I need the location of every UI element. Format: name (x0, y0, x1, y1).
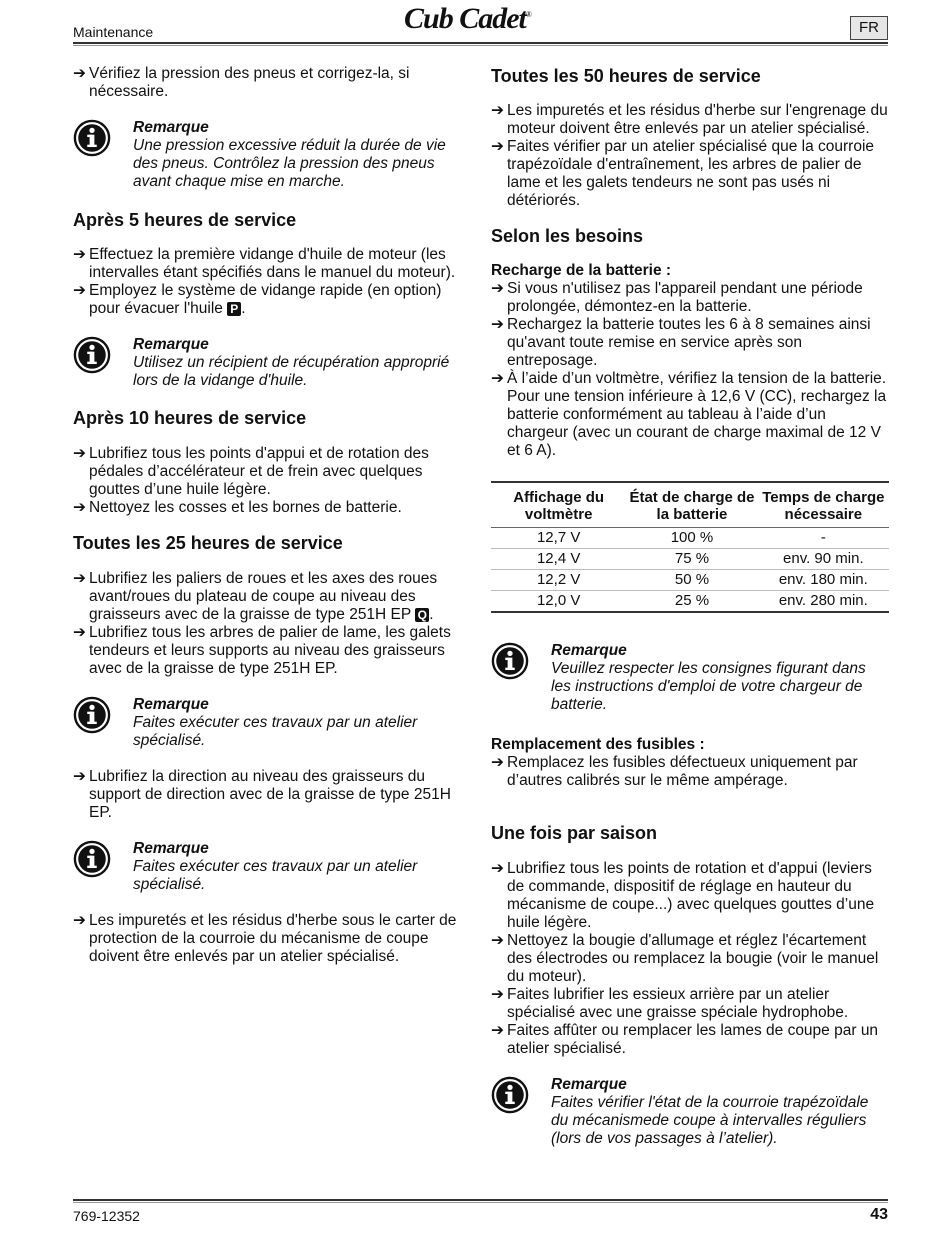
table-cell: 12,4 V (491, 549, 626, 570)
info-icon (73, 119, 111, 157)
bullet-remove-battery: ➔ Si vous n'utilisez pas l'appareil pendant une période prolongée, démontez-en la batterie. (491, 280, 863, 315)
table-row (491, 591, 889, 613)
left-column (73, 65, 471, 966)
table-header: Affichage du voltmètre (491, 482, 626, 528)
arrow-icon: ➔ (73, 445, 86, 462)
note-text: Faites exécuter ces travaux par un atelier spécialisé. (133, 858, 418, 893)
heading-5h: Après 5 heures de service (73, 210, 297, 230)
page-number: 43 (870, 1206, 888, 1223)
note-text: Utilisez un récipient de récupération approprié lors de la vidange d'huile. (133, 354, 450, 389)
arrow-icon: ➔ (491, 138, 504, 155)
arrow-icon: ➔ (491, 986, 504, 1003)
note-tire (73, 119, 471, 191)
table-cell: env. 180 min. (758, 570, 889, 591)
bullet-steering: ➔ Lubrifiez la direction au niveau des graisseurs du support de direction avec de la graisse de type 251H EP. (73, 768, 451, 821)
note-title: Remarque (551, 642, 627, 659)
arrow-icon: ➔ (73, 246, 86, 263)
arrow-icon: ➔ (73, 65, 86, 82)
info-icon (73, 696, 111, 734)
bullet-tire-pressure: ➔ Vérifiez la pression des pneus et corrigez-la, si nécessaire. (73, 65, 410, 100)
bullet-lubricate-pedals: ➔ Lubrifiez tous les points d'appui et de rotation des pédales d’accélérateur et de frein avec quelques gouttes d’une huile légère. (73, 445, 429, 498)
heading-25h: Toutes les 25 heures de service (73, 533, 343, 553)
table-cell: 12,7 V (491, 528, 626, 549)
doc-number: 769-12352 (73, 1208, 140, 1224)
note-title: Remarque (551, 1076, 627, 1093)
info-icon (73, 840, 111, 878)
note-title: Remarque (133, 119, 209, 136)
label-p-icon: P (227, 302, 241, 316)
table-cell: 12,2 V (491, 570, 626, 591)
right-column (491, 65, 889, 1148)
note-text: Une pression excessive réduit la durée de vie des pneus. Contrôlez la pression des pneus avant chaque mise en marche. (133, 137, 446, 190)
header-rule-thin (73, 45, 888, 46)
heading-50h: Toutes les 50 heures de service (491, 66, 761, 86)
arrow-icon: ➔ (491, 280, 504, 297)
info-icon (491, 642, 529, 680)
footer-rule (73, 1199, 888, 1201)
note-container (73, 336, 471, 390)
heading-season: Une fois par saison (491, 823, 658, 843)
arrow-icon: ➔ (73, 912, 86, 929)
table-row (491, 528, 889, 549)
info-icon (491, 1076, 529, 1114)
bullet-recharge: ➔ Rechargez la batterie toutes les 6 à 8 semaines ainsi qu'avant toute remise en service après son entreposage. (491, 316, 871, 369)
table-cell: env. 280 min. (758, 591, 889, 613)
arrow-icon: ➔ (491, 370, 504, 387)
bullet-belt-guard: ➔ Les impuretés et les résidus d'herbe sous le carter de protection de la courroie du mécanisme de coupe doivent être enlevés par un atelier spécialisé. (73, 912, 457, 965)
bullet-blade-shafts: ➔ Lubrifiez tous les arbres de palier de lame, les galets tendeurs et leurs supports au niveau des graisseurs avec de la graisse de type 251H EP. (73, 624, 451, 677)
header-section: Maintenance (73, 24, 154, 40)
table-cell: 12,0 V (491, 591, 626, 613)
bullet-engine-gear: ➔ Les impuretés et les résidus d'herbe sur l'engrenage du moteur doivent être enlevés par un atelier spécialisé. (491, 102, 888, 137)
table-cell: 25 % (626, 591, 757, 613)
footer-rule-thin (73, 1202, 888, 1203)
language-badge: FR (850, 16, 888, 40)
table-cell: env. 90 min. (758, 549, 889, 570)
note-text: Veuillez respecter les consignes figurant dans les instructions d'emploi de votre chargeur de batterie. (551, 660, 866, 713)
table-cell: 100 % (626, 528, 757, 549)
arrow-icon: ➔ (491, 1022, 504, 1039)
bullet-battery-clean: ➔ Nettoyez les cosses et les bornes de batterie. (73, 499, 402, 516)
note-workshop-1 (73, 696, 471, 750)
table-row (491, 549, 889, 570)
bullet-drain-system: ➔ Employez le système de vidange rapide (en option) pour évacuer l'huile P . (73, 282, 442, 317)
bullet-lubricate-levers: ➔ Lubrifiez tous les points de rotation et d'appui (leviers de commande, dispositif de réglage en hauteur du mécanisme de coupe...) avec quelques gouttes d’une huile légère. (491, 860, 875, 931)
info-icon (73, 336, 111, 374)
table-header: État de charge de la batterie (626, 482, 757, 528)
heading-10h: Après 10 heures de service (73, 408, 307, 428)
table-cell: - (758, 528, 889, 549)
arrow-icon: ➔ (73, 282, 86, 299)
bullet-voltmeter: ➔ À l’aide d’un voltmètre, vérifiez la tension de la batterie. Pour une tension inférieure à 12,6 V (CC), rechargez la batterie conformément au tableau à l’aide d’un chargeur (avec un courant de charge maximal de 12 V et 6 A). (491, 370, 887, 459)
arrow-icon: ➔ (73, 624, 86, 641)
header-rule (73, 42, 888, 44)
note-charger (491, 642, 889, 714)
arrow-icon: ➔ (491, 932, 504, 949)
subheading-fuses: Remplacement des fusibles : (491, 736, 705, 753)
table-cell: 50 % (626, 570, 757, 591)
table-row (491, 570, 889, 591)
arrow-icon: ➔ (491, 754, 504, 771)
note-workshop-2 (73, 840, 471, 894)
arrow-icon: ➔ (491, 316, 504, 333)
bullet-sharpen-blades: ➔ Faites affûter ou remplacer les lames de coupe par un atelier spécialisé. (491, 1022, 879, 1057)
note-title: Remarque (133, 840, 209, 857)
bullet-spark-plug: ➔ Nettoyez la bougie d'allumage et réglez l'écartement des électrodes ou remplacez la bougie (voir le manuel du moteur). (491, 932, 879, 985)
arrow-icon: ➔ (73, 570, 86, 587)
bullet-replace-fuses: ➔ Remplacez les fusibles défectueux uniquement par d’autres calibrés sur le même ampérage. (491, 754, 858, 789)
bullet-rear-axles: ➔ Faites lubrifier les essieux arrière par un atelier spécialisé avec une graisse spéciale hydrophobe. (491, 986, 849, 1021)
table-header: Temps de charge nécessaire (758, 482, 889, 528)
brand-logo: Cub Cadet® (404, 2, 531, 35)
note-title: Remarque (133, 336, 209, 353)
charge-table (491, 481, 889, 613)
bullet-oil-change: ➔ Effectuez la première vidange d'huile de moteur (les intervalles étant spécifiés dans le manuel du moteur). (73, 246, 456, 281)
label-q-icon: Q (415, 608, 429, 622)
heading-as-needed: Selon les besoins (491, 226, 644, 246)
note-text: Faites exécuter ces travaux par un atelier spécialisé. (133, 714, 418, 749)
bullet-wheel-bearings: ➔ Lubrifiez les paliers de roues et les axes des roues avant/roues du plateau de coupe au niveau des graisseurs avec de la graisse de type 251H EP Q . (73, 570, 438, 623)
note-v-belt (491, 1076, 889, 1148)
bullet-v-belt-check: ➔ Faites vérifier par un atelier spécialisé que la courroie trapézoïdale d'entraînement, les arbres de palier de lame et les galets tendeurs ne sont pas usés ni détériorés. (491, 138, 875, 209)
arrow-icon: ➔ (491, 102, 504, 119)
arrow-icon: ➔ (73, 499, 86, 516)
arrow-icon: ➔ (491, 860, 504, 877)
arrow-icon: ➔ (73, 768, 86, 785)
subheading-battery: Recharge de la batterie : (491, 262, 672, 279)
note-text: Faites vérifier l'état de la courroie trapézoïdale du mécanismede coupe à intervalles réguliers (lors de vos passages à l’atelier). (551, 1094, 869, 1147)
table-cell: 75 % (626, 549, 757, 570)
note-title: Remarque (133, 696, 209, 713)
